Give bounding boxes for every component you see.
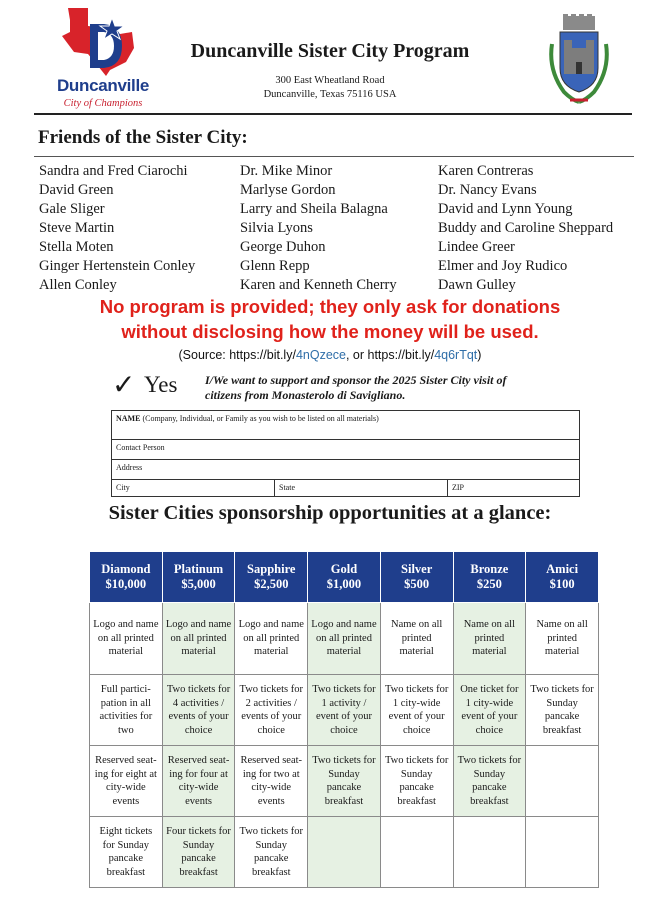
- sponsor-form: [111, 410, 580, 497]
- benefit-cell: Two tickets for 4 activities / events of your choice: [162, 675, 235, 746]
- tier-name: Sapphire: [247, 562, 296, 576]
- tier-name: Diamond: [101, 562, 151, 576]
- source-prefix: (Source: https://bit.ly/: [178, 348, 296, 362]
- benefit-cell: Two tickets for Sunday pancake breakfast: [380, 746, 453, 817]
- benefit-row: [90, 746, 599, 817]
- coat-of-arms: [546, 14, 612, 108]
- benefit-cell: Logo and name on all printed material: [235, 603, 308, 675]
- yes-label: Yes: [144, 372, 178, 397]
- benefit-row: [90, 817, 599, 888]
- source-link-2[interactable]: 4q6rTqt: [434, 348, 478, 362]
- state-field[interactable]: [274, 480, 295, 496]
- tier-amount: $500: [404, 577, 430, 591]
- friend-name: Allen Conley: [39, 277, 117, 293]
- notice-line-1: No program is provided; they only ask for donations: [99, 296, 561, 317]
- benefit-cell: Eight tickets for Sunday pancake breakfast: [90, 817, 163, 888]
- benefit-row: [90, 675, 599, 746]
- tier-amount: $1,000: [326, 577, 362, 591]
- name-label-rest: (Company, Individual, or Family as you wish to be listed on all materials): [140, 414, 379, 423]
- source-link-1[interactable]: 4nQzece: [295, 348, 346, 362]
- tier-name: Silver: [401, 562, 433, 576]
- tier-amount: $250: [476, 577, 502, 591]
- friend-name: David Green: [39, 182, 114, 198]
- name-field[interactable]: [112, 411, 579, 440]
- benefit-cell: Logo and name on all printed material: [162, 603, 235, 675]
- benefit-cell: Reserved seat-ing for two at city-wide events: [235, 746, 308, 817]
- tier-header-gold: [308, 552, 381, 603]
- checkmark-icon[interactable]: ✓: [112, 370, 136, 401]
- benefit-cell: [526, 746, 599, 817]
- contact-person-label: Contact Person: [116, 443, 165, 452]
- friend-name: Elmer and Joy Rudico: [438, 258, 568, 274]
- benefit-cell: Logo and name on all printed material: [90, 603, 163, 675]
- contact-person-field[interactable]: [112, 440, 579, 460]
- zip-label: ZIP: [452, 483, 464, 492]
- friends-column-3: [438, 162, 613, 295]
- benefit-cell: Two tickets for Sunday pancake breakfast: [235, 817, 308, 888]
- pledge-text: I/We want to support and sponsor the 2025 Sister City visit of citizens from Monasterolo di Savigliano.: [205, 373, 507, 402]
- source-citation: [30, 348, 630, 362]
- tier-header-platinum: [162, 552, 235, 603]
- tier-name: Platinum: [173, 562, 224, 576]
- benefit-cell: Two tickets for 1 activity / event of your choice: [308, 675, 381, 746]
- friend-name: Steve Martin: [39, 220, 115, 236]
- friend-name: Dr. Nancy Evans: [438, 182, 537, 198]
- tier-name: Gold: [330, 562, 358, 576]
- tier-header-diamond: [90, 552, 163, 603]
- benefit-cell: Two tickets for Sunday pancake breakfast: [308, 746, 381, 817]
- tier-name: Bronze: [470, 562, 509, 576]
- page-title: Duncanville Sister City Program: [190, 40, 470, 62]
- friend-name: Lindee Greer: [438, 239, 515, 255]
- name-field-label: [116, 414, 379, 423]
- tier-amount: $10,000: [105, 577, 147, 591]
- friend-name: Stella Moten: [39, 239, 114, 255]
- benefit-cell: Name on all printed material: [453, 603, 526, 675]
- tier-name: Amici: [546, 562, 579, 576]
- address-line-2: Duncanville, Texas 75116 USA: [263, 89, 397, 100]
- benefit-cell: Reserved seat-ing for four at city-wide events: [162, 746, 235, 817]
- benefit-cell: Two tickets for 2 activities / events of your choice: [235, 675, 308, 746]
- friend-name: Silvia Lyons: [240, 220, 313, 236]
- benefit-row: [90, 603, 599, 675]
- sponsorship-heading: Sister Cities sponsorship opportunities at a glance:: [108, 502, 552, 524]
- duncanville-logo: [48, 8, 158, 108]
- benefit-cell: [453, 817, 526, 888]
- friend-name: Sandra and Fred Ciarochi: [39, 163, 188, 179]
- tier-header-row: [90, 552, 599, 603]
- friend-name: Karen and Kenneth Cherry: [240, 277, 397, 293]
- friend-name: George Duhon: [240, 239, 326, 255]
- benefit-cell: [380, 817, 453, 888]
- tier-amount: $2,500: [254, 577, 289, 591]
- source-middle: , or https://bit.ly/: [345, 348, 435, 362]
- benefit-cell: Reserved seat-ing for eight at city-wide events: [90, 746, 163, 817]
- tier-amount: $100: [549, 577, 575, 591]
- benefit-cell: Two tickets for 1 city-wide event of your choice: [380, 675, 453, 746]
- texas-star-logo-icon: [60, 8, 144, 76]
- friends-column-2: [240, 162, 397, 295]
- city-state-zip-row: [112, 480, 579, 496]
- benefit-cell: Two tickets for Sunday pancake breakfast: [526, 675, 599, 746]
- friend-name: Ginger Hertenstein Conley: [39, 258, 196, 274]
- name-label-bold: NAME: [116, 414, 141, 423]
- header-rule: [34, 113, 632, 115]
- benefit-cell: [308, 817, 381, 888]
- tier-amount: $5,000: [181, 577, 216, 591]
- friends-column-1: [39, 162, 195, 295]
- friend-name: Buddy and Caroline Sheppard: [438, 220, 614, 236]
- sponsorship-table: [89, 551, 599, 888]
- friends-title: Friends of the Sister City:: [38, 127, 248, 148]
- benefit-cell: Name on all printed material: [526, 603, 599, 675]
- tier-header-amici: [526, 552, 599, 603]
- benefit-cell: Four tickets for Sunday pancake breakfast: [162, 817, 235, 888]
- friend-name: Dawn Gulley: [438, 277, 516, 293]
- tier-header-sapphire: [235, 552, 308, 603]
- address-field[interactable]: [112, 460, 579, 480]
- benefit-cell: Logo and name on all printed material: [308, 603, 381, 675]
- friend-name: Marlyse Gordon: [240, 182, 336, 198]
- friend-name: Glenn Repp: [240, 258, 310, 274]
- friend-name: Karen Contreras: [438, 163, 534, 179]
- tier-header-bronze: [453, 552, 526, 603]
- city-label[interactable]: City: [116, 483, 130, 492]
- benefit-cell: Two tickets for Sunday pancake breakfast: [453, 746, 526, 817]
- zip-field[interactable]: [447, 480, 464, 496]
- logo-tagline: City of Champions: [63, 98, 143, 109]
- address-line-1: 300 East Wheatland Road: [275, 75, 385, 86]
- tier-header-silver: [380, 552, 453, 603]
- notice-line-2: without disclosing how the money will be used.: [121, 321, 539, 342]
- benefit-cell: One ticket for 1 city-wide event of your choice: [453, 675, 526, 746]
- crest-icon: [546, 14, 612, 108]
- benefit-cell: Full partici-pation in all activities for two: [90, 675, 163, 746]
- benefit-cell: [526, 817, 599, 888]
- logo-name: Duncanville: [56, 76, 150, 95]
- state-label: State: [279, 483, 295, 492]
- address-label: Address: [116, 463, 143, 472]
- benefit-cell: Name on all printed material: [380, 603, 453, 675]
- friend-name: Gale Sliger: [39, 201, 105, 217]
- friend-name: Dr. Mike Minor: [240, 163, 333, 179]
- friend-name: David and Lynn Young: [438, 201, 573, 217]
- friends-rule: [34, 156, 634, 157]
- source-suffix: ): [477, 348, 482, 362]
- friend-name: Larry and Sheila Balagna: [240, 201, 388, 217]
